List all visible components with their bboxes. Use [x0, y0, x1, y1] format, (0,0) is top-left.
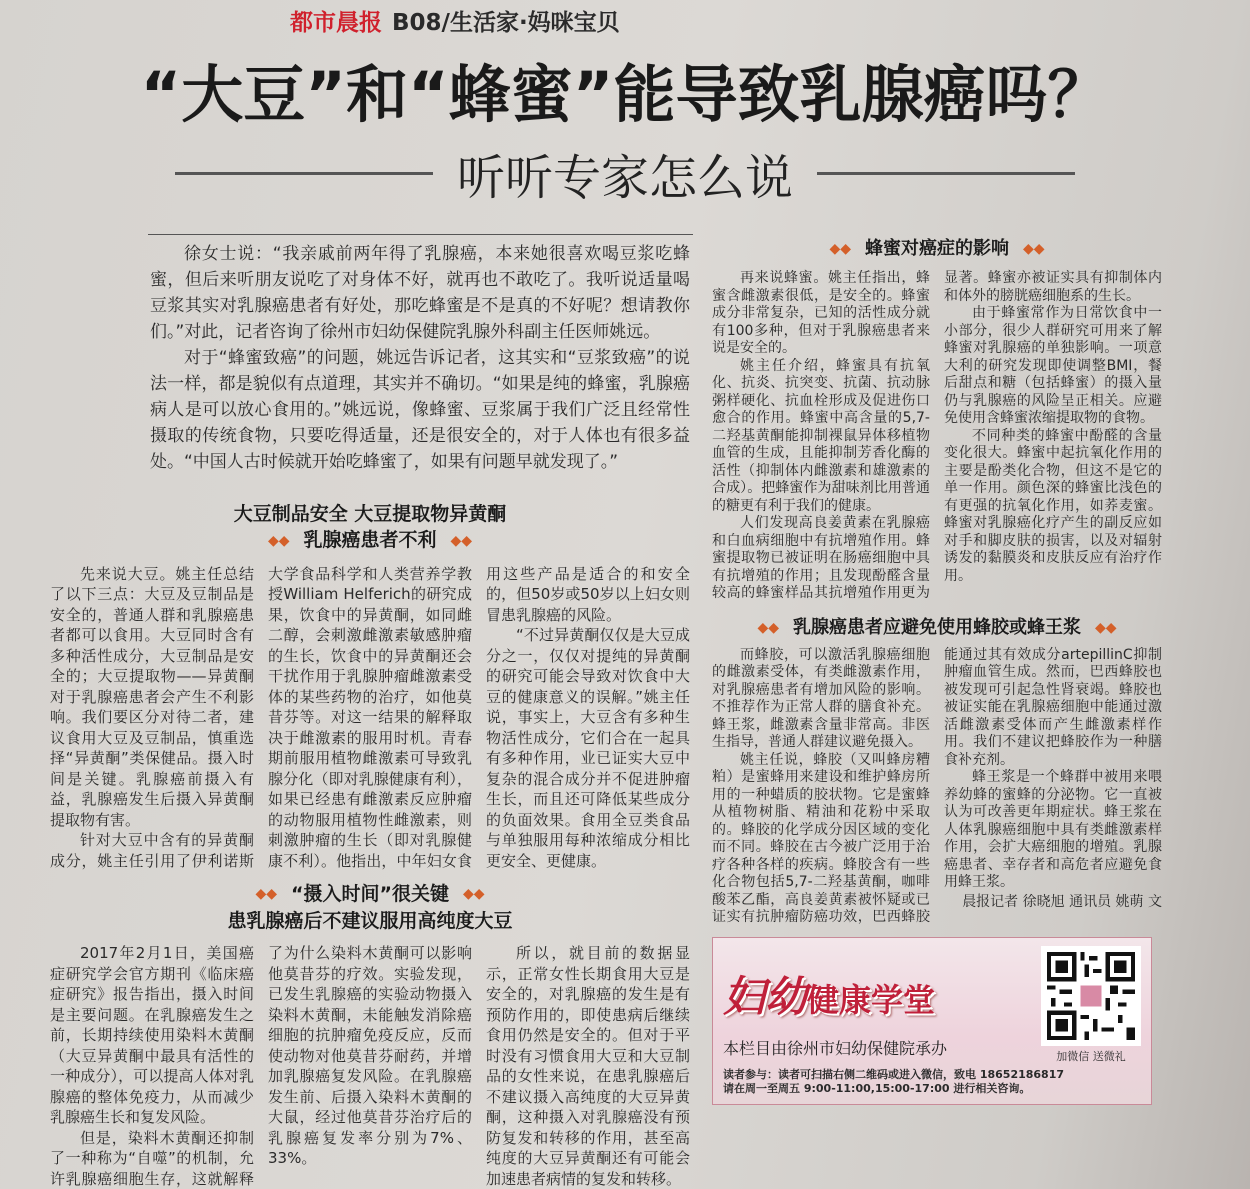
- qr-block: [1041, 946, 1141, 1064]
- ad-note-line: 请在周一至周五 9:00-11:00,15:00-17:00 进行相关咨询。: [723, 1081, 1031, 1095]
- byline: 晨报记者 徐晓旭 通讯员 姚萌 文: [962, 893, 1162, 910]
- section-body-propolis: [712, 647, 1162, 927]
- ad-left: [723, 946, 947, 1059]
- divider: [148, 234, 693, 235]
- diamond-ornament-icon: ◆◆: [757, 619, 779, 636]
- paragraph: 徐女士说：“我亲戚前两年得了乳腺癌，本来她很喜欢喝豆浆吃蜂蜜，但后来听朋友说吃了对身体不好，就再也不敢吃了。我听说适量喝豆浆其实对乳腺癌患者有好处，那吃蜂蜜是不是真的不好呢？想请教你们。”对此，记者咨询了徐州市妇幼保健院乳腺外科副主任医师姚远。: [150, 244, 690, 342]
- diamond-ornament-icon: ◆◆: [450, 532, 473, 549]
- headline-subtitle-row: [175, 139, 1075, 208]
- intro-text: [150, 241, 690, 475]
- section-heading-propolis: [712, 613, 1162, 639]
- section-body-soy: [50, 564, 690, 872]
- ad-note-line: 读者参与：读者可扫描右侧二维码或进入微信，致电 18652186817: [723, 1067, 1065, 1081]
- diamond-ornament-icon: ◆◆: [829, 241, 851, 257]
- headline-title: “大豆”和“蜂蜜”能导致乳腺癌吗？: [140, 58, 1110, 131]
- paragraph: 由于蜂蜜常作为日常饮食中一小部分，很少人群研究可用来了解蜂蜜对乳腺癌的单独影响。一项意大利的研究发现即使调整BMI，餐后甜点和糖（包括蜂蜜）的摄入量仍与乳腺癌的风险呈正相关。应避免使用含蜂蜜浓缩提取物的食物。: [944, 305, 1162, 426]
- paragraph: 人们发现高良姜黄素在乳腺癌和白血病细胞中有抗增殖作用。蜂蜜提取物已被证明在肠癌细胞中具有抗增殖的作用；且发现酚醛含量较高的蜂蜜样品其抗增殖作用更为显著。蜂蜜亦被证实具有抑制体内和体外的膀胱癌细胞系的生长。: [712, 270, 1162, 601]
- ad-logo: [723, 964, 947, 1024]
- article-body: [0, 208, 1250, 1189]
- masthead: [0, 0, 1250, 37]
- paragraph: “不过异黄酮仅仅是大豆成分之一，仅仅对提纯的异黄酮的研究可能会导致对饮食中大豆的健康意义的误解。”姚主任说，事实上，大豆含有多种生物活性成分，它们合在一起具有多种作用，业已证实大豆中复杂的混合成分并不促进肿瘤生长，而且还可降低某些成分的负面效果。食用全豆类食品与单独服用每种浓缩成分相比更安全、更健康。: [486, 626, 690, 870]
- heading-line: 大豆制品安全 大豆提取物异黄酮: [233, 503, 507, 525]
- section-heading-soy: [50, 501, 690, 554]
- heading-line: 患乳腺癌后不建议服用高纯度大豆: [227, 910, 513, 932]
- qr-code[interactable]: [1041, 946, 1141, 1046]
- heading-line: 乳腺癌患者应避免使用蜂胶或蜂王浆: [793, 616, 1081, 638]
- advertisement-box: [712, 937, 1152, 1105]
- paragraph: 再来说蜂蜜。姚主任指出，蜂蜜含雌激素很低，是安全的。蜂蜜成分非常复杂，已知的活性成分就有100多种，但对于乳腺癌患者来说是安全的。: [712, 270, 930, 356]
- paragraph: 但是，染料木黄酮还抑制了一种称为“自噬”的机制，允许乳腺癌细胞生存，这就解释了为什么染料木黄酮可以影响他莫昔芬的疗效。实验发现，已发生乳腺癌的实验动物摄入染料木黄酮，未能触发消除癌细胞的抗肿瘤免疫反应，反而使动物对他莫昔芬耐药，并增加乳腺癌复发风险。在乳腺癌发生前、后摄入染料木黄酮的大鼠，经过他莫昔芬治疗后的乳腺癌复发率分别为7%、33%。: [50, 944, 472, 1188]
- section-heading-honey: [712, 234, 1162, 260]
- paragraph: 对于“蜂蜜致癌”的问题，姚远告诉记者，这其实和“豆浆致癌”的说法一样，都是貌似有点道理，其实并不确切。“如果是纯的蜂蜜，乳腺癌病人是可以放心食用的。”姚远说，像蜂蜜、豆浆属于我们广泛且经常性摄取的传统食物，只要吃得适量，还是很安全的，对于人体也有很多益处。“中国人古时候就开始吃蜂蜜了，如果有问题早就发现了。”: [150, 348, 690, 472]
- section-body-timing: [50, 943, 690, 1189]
- diamond-ornament-icon: ◆◆: [1095, 619, 1117, 636]
- paragraph: 蜂王浆是一个蜂群中被用来喂养幼蜂的蜜蜂的分泌物。它一直被认为可改善更年期症状。蜂王浆在人体乳腺癌细胞中具有类雌激素样作用，会扩大癌细胞的增殖。乳腺癌患者、幸存者和高危者应避免食用蜂王浆。: [944, 769, 1162, 890]
- right-column: [712, 234, 1162, 1189]
- diamond-ornament-icon: ◆◆: [1023, 241, 1045, 257]
- paragraph: 不同种类的蜂蜜中酚醛的含量变化很大。蜂蜜中起抗氧化作用的主要是酚类化合物，但这不是它的单一作用。颜色深的蜂蜜比浅色的有更强的抗氧化作用，如荞麦蜜。蜂蜜对乳腺癌化疗产生的副反应如对手和脚皮肤的损害，以及对辐射诱发的黏膜炎和皮肤反应有治疗作用。: [944, 427, 1162, 584]
- ad-top-row: [723, 946, 1141, 1064]
- paragraph: 所以，就目前的数据显示，正常女性长期食用大豆是安全的，对乳腺癌的发生是有预防作用的，即使患病后继续食用仍然是安全的。但对于平时没有习惯食用大豆和大豆制品的女性来说，在患乳腺癌后不建议摄入高纯度的大豆异黄酮，这种摄入对乳腺癌没有预防复发和转移的作用，甚至高纯度的大豆异黄酮还有可能会加速患者病情的复发和转移。: [486, 944, 690, 1188]
- ad-logo-text: 健康学堂: [807, 980, 936, 1019]
- headline-subtitle: 听听专家怎么说: [457, 150, 794, 206]
- heading-line: “摄入时间”很关键: [291, 883, 449, 905]
- paragraph: 先来说大豆。姚主任总结了以下三点：大豆及豆制品是安全的，普通人群和乳腺癌患者都可以食用。大豆同时含有多种活性成分，大豆制品是安全的；大豆提取物——异黄酮对于乳腺癌患者会产生不利影响。我们要区分对待二者，建议食用大豆及豆制品，慎重选择“异黄酮”类保健品。摄入时间是关键。乳腺癌前摄入有益，乳腺癌发生后摄入异黄酮提取物有害。: [50, 564, 254, 829]
- section-heading-timing: [50, 881, 690, 935]
- newspaper-logo: 都市晨报: [290, 10, 382, 36]
- section-body-honey: [712, 270, 1162, 603]
- diamond-ornament-icon: ◆◆: [255, 886, 277, 902]
- divider: [175, 172, 433, 175]
- ad-logo-text: 妇幼: [723, 971, 808, 1021]
- paragraph: 而蜂胶，可以激活乳腺癌细胞的雌激素受体，有类雌激素作用，对乳腺癌患者有增加风险的影响。不推荐作为正常人群的膳食补充。蜂王浆，雌激素含量非常高。非医生指导，普通人群建议避免摄入。: [712, 646, 930, 750]
- paragraph: 2017年2月1日，美国癌症研究学会官方期刊《临床癌症研究》报告指出，摄入时间是主要问题。在乳腺癌发生之前，长期持续使用染料木黄酮（大豆异黄酮中最具有活性的一种成分），可以提高人体对乳腺癌的整体免疫力，从而减少乳腺癌生长和复发风险。: [50, 944, 254, 1126]
- paragraph: 针对大豆中含有的异黄酮成分，姚主任引用了伊利诺斯大学食品科学和人类营养学教授William Helferich的研究成果，饮食中的异黄酮，如同雌二醇，会刺激雌激素敏感肿瘤的生长，饮食中的异黄酮还会干扰作用于乳腺肿瘤雌激素受体的某些药物的治疗，如他莫昔芬等。对这一结果的解释取决于雌激素的服用时机。青春期前服用植物雌激素可导致乳腺分化（即对乳腺健康有利），如果已经患有雌激素反应肿瘤的动物服用植物性雌激素，则刺激肿瘤的生长（即对乳腺健康不利）。他指出，中年妇女食用这些产品是适合的和安全的，但50岁或50岁以上妇女则冒患乳腺癌的风险。: [50, 564, 690, 870]
- diamond-ornament-icon: ◆◆: [462, 886, 485, 902]
- paragraph: 姚主任介绍，蜂蜜具有抗氧化、抗炎、抗突变、抗菌、抗动脉粥样硬化、抗血栓形成及促进伤口愈合的作用。蜂蜜中高含量的5,7-二羟基黄酮能抑制裸鼠异体移植物血管的生成，且能抑制芳香化酶的活性（抑制体内雌激素和雄激素的合成）。把蜂蜜作为甜味剂比用普通的糖更有利于我们的健康。: [712, 357, 930, 514]
- paragraph: 姚主任说，蜂胶（又叫蜂房糟粕）是蜜蜂用来建设和维护蜂房所用的一种蜡质的胶状物。它是蜜蜂从植物树脂、精油和花粉中采取的。蜂胶的化学成分因区域的变化而不同。蜂胶在古今被广泛用于治疗各种各样的疾病。蜂胶含有一些化合物包括5,7-二羟基黄酮，咖啡酸苯乙酯，高良姜黄素被怀疑或已证实有抗肿瘤防癌功效，巴西蜂胶能通过其有效成分artepillinC抑制肿瘤血管生成。然而，巴西蜂胶也被发现可引起急性肾衰竭。蜂胶也被证实能在乳腺癌细胞中能通过激活雌激素受体而产生雌激素样作用。我们不建议把蜂胶作为一种膳食补充剂。: [712, 646, 1162, 925]
- ad-sponsor: 本栏目由徐州市妇幼保健院承办: [723, 1038, 948, 1058]
- left-column: [50, 234, 690, 1189]
- ad-note: [723, 1068, 1141, 1096]
- divider: [817, 172, 1075, 175]
- heading-line: 乳腺癌患者不利: [303, 529, 437, 551]
- qr-code-icon: [1047, 952, 1135, 1040]
- heading-line: 蜂蜜对癌症的影响: [865, 238, 1009, 259]
- page-section: B08/生活家·妈咪宝贝: [392, 10, 620, 36]
- qr-caption: 加微信 送微礼: [1056, 1049, 1126, 1063]
- diamond-ornament-icon: ◆◆: [267, 532, 290, 549]
